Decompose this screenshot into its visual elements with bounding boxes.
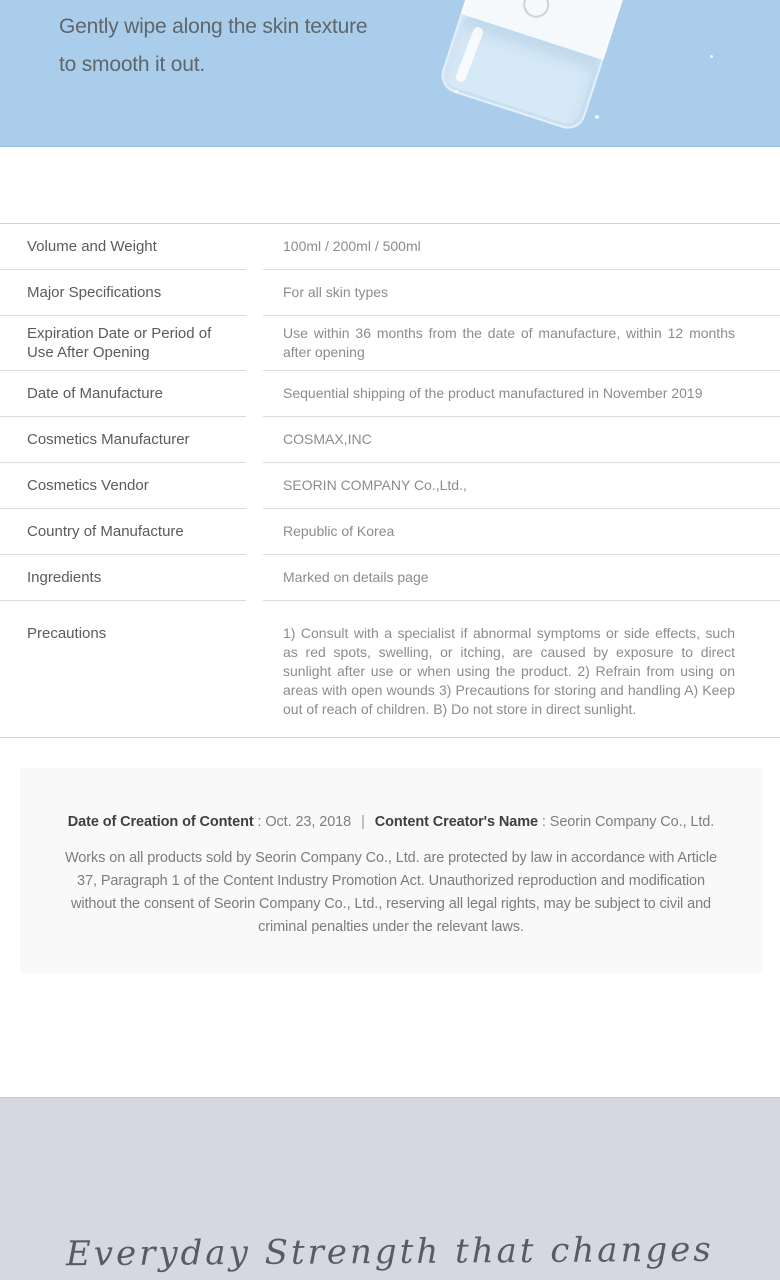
spec-row-country	[0, 508, 780, 554]
hero-line: to smooth it out.	[59, 53, 206, 76]
column-gap	[246, 462, 263, 508]
column-gap	[246, 315, 263, 370]
spec-value: Marked on details page	[263, 554, 780, 600]
spec-value: Republic of Korea	[263, 508, 780, 554]
creation-date-label: Date of Creation of Content	[67, 814, 254, 830]
column-gap	[246, 600, 263, 737]
spec-row-major-specifications	[0, 269, 780, 315]
spec-row-manufacture-date	[0, 370, 780, 416]
column-gap	[246, 224, 263, 269]
spec-row-volume	[0, 224, 780, 269]
spec-value: Sequential shipping of the product manufactured in November 2019	[263, 370, 780, 416]
spec-value: For all skin types	[263, 269, 780, 315]
spec-value: COSMAX,INC	[263, 416, 780, 462]
spec-label: Date of Manufacture	[0, 370, 246, 416]
brand-tagline: Everyday Strength that changes	[65, 1229, 714, 1275]
spec-label: Major Specifications	[0, 269, 246, 315]
hero-copy	[59, 0, 400, 84]
spec-label: Precautions	[0, 600, 246, 737]
water-droplet	[455, 90, 458, 93]
spec-label: Ingredients	[0, 554, 246, 600]
spec-value: 100ml / 200ml / 500ml	[283, 238, 421, 254]
creation-date-value: : Oct. 23, 2018	[253, 814, 352, 830]
spec-table	[0, 223, 780, 738]
hero-line: Gently wipe along the skin texture	[59, 15, 368, 38]
column-gap	[246, 416, 263, 462]
hero-section	[0, 0, 780, 147]
spec-row-manufacturer	[0, 416, 780, 462]
creator-name-label: Content Creator's Name	[374, 814, 538, 830]
notice-box	[20, 768, 762, 973]
water-droplet	[595, 115, 599, 119]
spec-value: 1) Consult with a specialist if abnormal symptoms or side effects, such as red spots, swelling, or itching, are caused by exposure to direct sunlight after use or when using the product. 2) Refrain from using on areas with open wounds 3) Precautions for storing and handling A) Keep out of reach of children. B) Do not store in direct sunlight.	[263, 600, 780, 737]
copyright-notice: Works on all products sold by Seorin Company Co., Ltd. are protected by law in accordance with Article 37, Paragraph 1 of the Content Industry Promotion Act. Unauthorized reproduction and modification without the consent of Seorin Company Co., Ltd., reserving all legal rights, may be subject to civil and criminal penalties under the relevant laws.	[64, 850, 718, 935]
column-gap	[246, 269, 263, 315]
toner-bottle-photo	[437, 0, 703, 133]
spec-label: Expiration Date or Period of Use After Opening	[0, 315, 246, 370]
spec-value: Use within 36 months from the date of manufacture, within 12 months after opening	[263, 315, 780, 370]
creator-name-value: : Seorin Company Co., Ltd.	[537, 814, 715, 830]
water-droplet	[710, 55, 713, 58]
spec-row-ingredients	[0, 554, 780, 600]
spec-value: SEORIN COMPANY Co.,Ltd.,	[263, 462, 780, 508]
spec-label: Volume and Weight	[27, 238, 157, 255]
column-gap	[246, 508, 263, 554]
spec-row-vendor	[0, 462, 780, 508]
spec-label: Cosmetics Vendor	[0, 462, 246, 508]
spec-row-precautions	[0, 600, 780, 737]
notice-meta-line	[50, 814, 732, 830]
meta-divider: |	[361, 814, 365, 830]
spec-label: Country of Manufacture	[0, 508, 246, 554]
spec-row-expiration	[0, 315, 780, 370]
column-gap	[246, 370, 263, 416]
spec-label: Cosmetics Manufacturer	[0, 416, 246, 462]
hero-line	[37, 0, 400, 8]
column-gap	[246, 554, 263, 600]
footer-section	[0, 1097, 780, 1280]
